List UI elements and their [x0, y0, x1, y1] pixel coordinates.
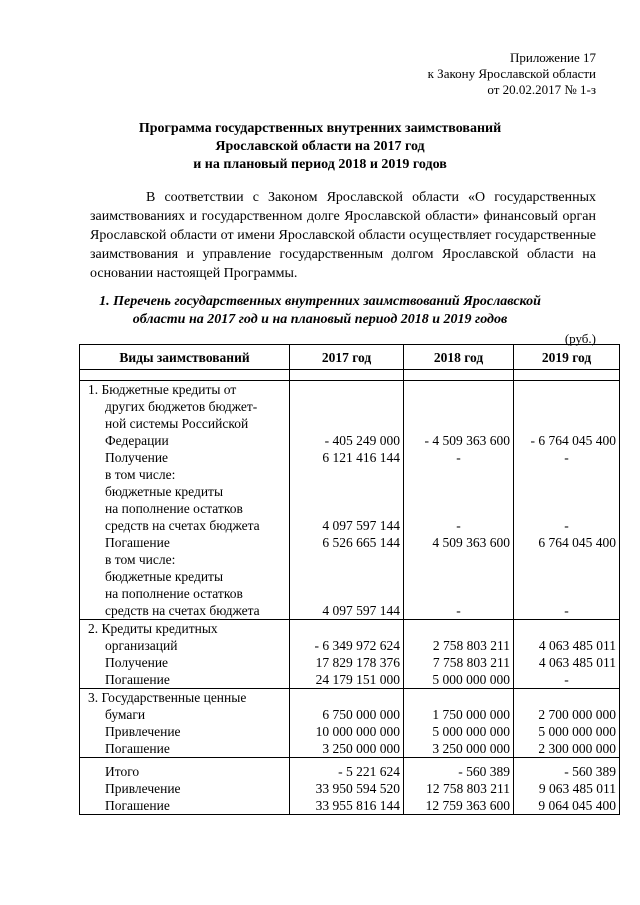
header-2017: 2017 год: [290, 345, 404, 370]
annex-line-3: от 20.02.2017 № 1-з: [487, 82, 596, 97]
group2-2018: 2 758 803 211 7 758 803 211 5 000 000 000: [404, 620, 514, 689]
intro-text: В соответствии с Законом Ярославской области «О государственных заимствованиях и государственном долге Ярославской области» финансовый орган Ярославской области от имени Ярославской области осуществляет государственные заимствования и управление государственным долгом Ярославской области на основании настоящей Программы.: [90, 190, 596, 281]
total-2019: - 560 389 9 063 485 011 9 064 045 400: [514, 758, 620, 815]
annex-header: [428, 50, 596, 98]
table-row-budget-credits: [80, 381, 620, 620]
table-row-bank-credits: [80, 620, 620, 689]
group3-labels: 3. Государственные ценные бумаги Привлечение Погашение: [80, 689, 290, 758]
intro-paragraph: [90, 188, 596, 283]
annex-line-2: к Закону Ярославской области: [427, 66, 596, 81]
group3-2019: 2 700 000 000 5 000 000 000 2 300 000 000: [514, 689, 620, 758]
group2-2019: 4 063 485 011 4 063 485 011 -: [514, 620, 620, 689]
group3-2018: 1 750 000 000 5 000 000 000 3 250 000 000: [404, 689, 514, 758]
section-title-line-2: области на 2017 год и на плановый период 2018 и 2019 годов: [132, 312, 508, 327]
group2-2017: - 6 349 972 624 17 829 178 376 24 179 151 000: [290, 620, 404, 689]
total-labels: Итого Привлечение Погашение: [80, 758, 290, 815]
table-row-total: [80, 758, 620, 815]
group3-2017: 6 750 000 000 10 000 000 000 3 250 000 000: [290, 689, 404, 758]
total-2017: - 5 221 624 33 950 594 520 33 955 816 144: [290, 758, 404, 815]
total-2018: - 560 389 12 758 803 211 12 759 363 600: [404, 758, 514, 815]
group1-labels: 1. Бюджетные кредиты от других бюджетов бюджет- ной системы Российской Федерации Получение в том числе: бюджетные кредиты на пополнение остатков средств на счетах бюджета Погашение в том числе: бюджетные кредиты на пополнение остатков средств на счетах бюджета: [80, 381, 290, 620]
section-title: [0, 293, 640, 329]
header-type: Виды заимствований: [80, 345, 290, 370]
table-row-securities: [80, 689, 620, 758]
title-line-1: Программа государственных внутренних заимствований: [138, 121, 502, 136]
group2-labels: 2. Кредиты кредитных организаций Получение Погашение: [80, 620, 290, 689]
table-header-row: [80, 345, 620, 370]
borrowings-table: [79, 344, 620, 815]
section-title-line-1: 1. Перечень государственных внутренних заимствований Ярославской: [99, 294, 541, 309]
group1-2017: - 405 249 000 6 121 416 144 4 097 597 144 6 526 665 144 4 097 597 144: [290, 381, 404, 620]
header-2018: 2018 год: [404, 345, 514, 370]
unit-label: (руб.): [564, 331, 596, 346]
spacer-row: [80, 370, 620, 381]
group1-2019: - 6 764 045 400 - - 6 764 045 400 -: [514, 381, 620, 620]
header-2019: 2019 год: [514, 345, 620, 370]
title-line-2: Ярославской области на 2017 год: [215, 139, 425, 154]
group1-2018: - 4 509 363 600 - - 4 509 363 600 -: [404, 381, 514, 620]
title-line-3: и на плановый период 2018 и 2019 годов: [193, 157, 447, 172]
annex-line-1: Приложение 17: [509, 50, 596, 65]
document-title: [0, 120, 640, 174]
